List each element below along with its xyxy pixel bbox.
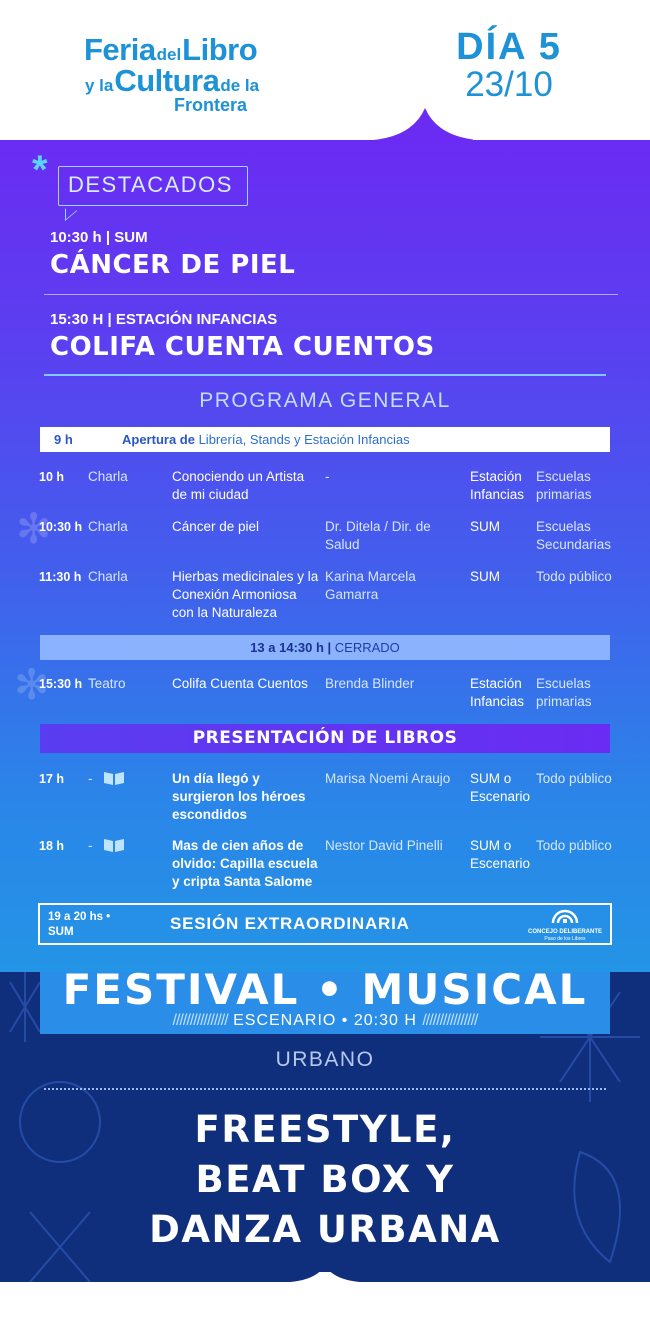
opening-bold: Apertura de (122, 432, 195, 447)
program-title: PROGRAMA GENERAL (199, 389, 451, 412)
row-time: 15:30 h (39, 677, 83, 691)
council-city: Paso de los Libres (544, 936, 586, 942)
festival-category: URBANO (275, 1048, 375, 1071)
closed-bar (40, 635, 610, 660)
books-section-title: PRESENTACIÓN DE LIBROS (40, 724, 610, 753)
divider (44, 294, 618, 295)
session-place: SUM (48, 926, 74, 938)
book-icon (102, 837, 126, 853)
row-speaker: Brenda Blinder (325, 676, 415, 691)
row-audience: Escuelas primarias (536, 676, 592, 709)
opening-time: 9 h (54, 432, 73, 447)
opening-bar (40, 427, 610, 452)
row-time: 10 h (39, 470, 65, 484)
row-place: SUM o Escenario (470, 771, 531, 804)
fair-logo (84, 34, 260, 114)
row-speaker: Nestor David Pinelli (325, 838, 443, 853)
row-place: SUM (470, 519, 500, 534)
footer-notch (0, 1272, 650, 1286)
row-audience: Escuelas primarias (536, 469, 592, 502)
session-name: SESIÓN EXTRAORDINARIA (170, 914, 410, 933)
day-block (446, 28, 572, 105)
row-event: Hierbas medicinales y la Conexión Armoniosa con la Naturaleza (172, 569, 319, 620)
logo-word: Feria (84, 32, 156, 67)
festival-title: FESTIVAL • MUSICAL (62, 965, 588, 1014)
logo-word: de la (220, 76, 260, 95)
session-box (38, 903, 612, 945)
divider (44, 374, 606, 376)
council-name: CONCEJO DELIBERANTE (527, 929, 602, 935)
row-type: Teatro (88, 676, 126, 691)
footer-bar (0, 1282, 650, 1336)
hatch-decoration: //////////////// (422, 1012, 478, 1029)
row-speaker: Marisa Noemi Araujo (325, 771, 451, 786)
logo-word: Libro (182, 32, 258, 67)
row-place: SUM o Escenario (470, 838, 531, 871)
book-icon (102, 770, 126, 786)
row-speaker: - (325, 469, 330, 484)
row-audience: Todo público (536, 569, 612, 584)
logo-word: del (156, 45, 182, 64)
row-audience: Todo público (536, 771, 612, 786)
row-place: SUM (470, 569, 500, 584)
highlight-meta: 15:30 H | ESTACIÓN INFANCIAS (50, 311, 278, 328)
row-event: Cáncer de piel (172, 519, 260, 534)
festival-line: FREESTYLE, (194, 1108, 456, 1151)
row-type: Charla (88, 519, 128, 534)
row-type: Charla (88, 469, 128, 484)
logo-word: Cultura (114, 63, 220, 98)
row-type: Charla (88, 569, 128, 584)
row-event: Un día llegó y surgieron los héroes escondidos (172, 771, 306, 822)
decorative-asterisk-icon: ✻ (14, 661, 50, 708)
logo-word: Frontera (174, 95, 248, 115)
row-place: Estación Infancias (470, 469, 525, 502)
opening-rest: Librería, Stands y Estación Infancias (194, 432, 410, 447)
logo-word: y la (85, 76, 114, 95)
highlight-title: COLIFA CUENTA CUENTOS (50, 332, 435, 362)
festival-time: ESCENARIO • 20:30 H (233, 1012, 417, 1029)
date: 23/10 (465, 65, 553, 104)
highlights-tag: DESTACADOS (68, 172, 233, 197)
session-time (48, 910, 110, 940)
row-speaker: Dr. Ditela / Dir. de Salud (325, 519, 431, 552)
row-time: 11:30 h (39, 570, 82, 584)
asterisk-icon: * (32, 148, 48, 192)
session-time-line: 19 a 20 hs • (48, 911, 111, 923)
row-event: Conociendo un Artista de mi ciudad (172, 469, 305, 502)
row-time: 17 h (39, 772, 65, 786)
festival-line: DANZA URBANA (149, 1208, 501, 1251)
row-time: 10:30 h (39, 520, 83, 534)
closed-time: 13 a 14:30 h | (250, 640, 332, 655)
header-curve (0, 106, 650, 142)
row-event: Colifa Cuenta Cuentos (172, 676, 308, 691)
row-place: Estación Infancias (470, 676, 525, 709)
closed-text: CERRADO (331, 640, 400, 655)
row-audience: Escuelas Secundarias (536, 519, 612, 552)
decorative-asterisk-icon: ✻ (16, 505, 52, 552)
highlight-meta: 10:30 h | SUM (50, 229, 148, 246)
row-time: 18 h (39, 839, 65, 853)
row-speaker: Karina Marcela Gamarra (325, 569, 416, 602)
day-label: DÍA 5 (456, 26, 562, 68)
council-logo (526, 908, 604, 942)
festival-line: BEAT BOX Y (195, 1158, 455, 1201)
highlight-title: CÁNCER DE PIEL (50, 250, 296, 280)
hatch-decoration: //////////////// (172, 1012, 228, 1029)
festival-subtitle (40, 1012, 610, 1030)
row-event: Mas de cien años de olvido: Capilla escuela y cripta Santa Salome (172, 838, 318, 889)
row-type: - (88, 771, 93, 786)
council-dome-icon (550, 908, 580, 924)
dotted-divider (44, 1088, 606, 1090)
row-type: - (88, 838, 93, 853)
row-audience: Todo público (536, 838, 612, 853)
opening-text (122, 432, 410, 447)
